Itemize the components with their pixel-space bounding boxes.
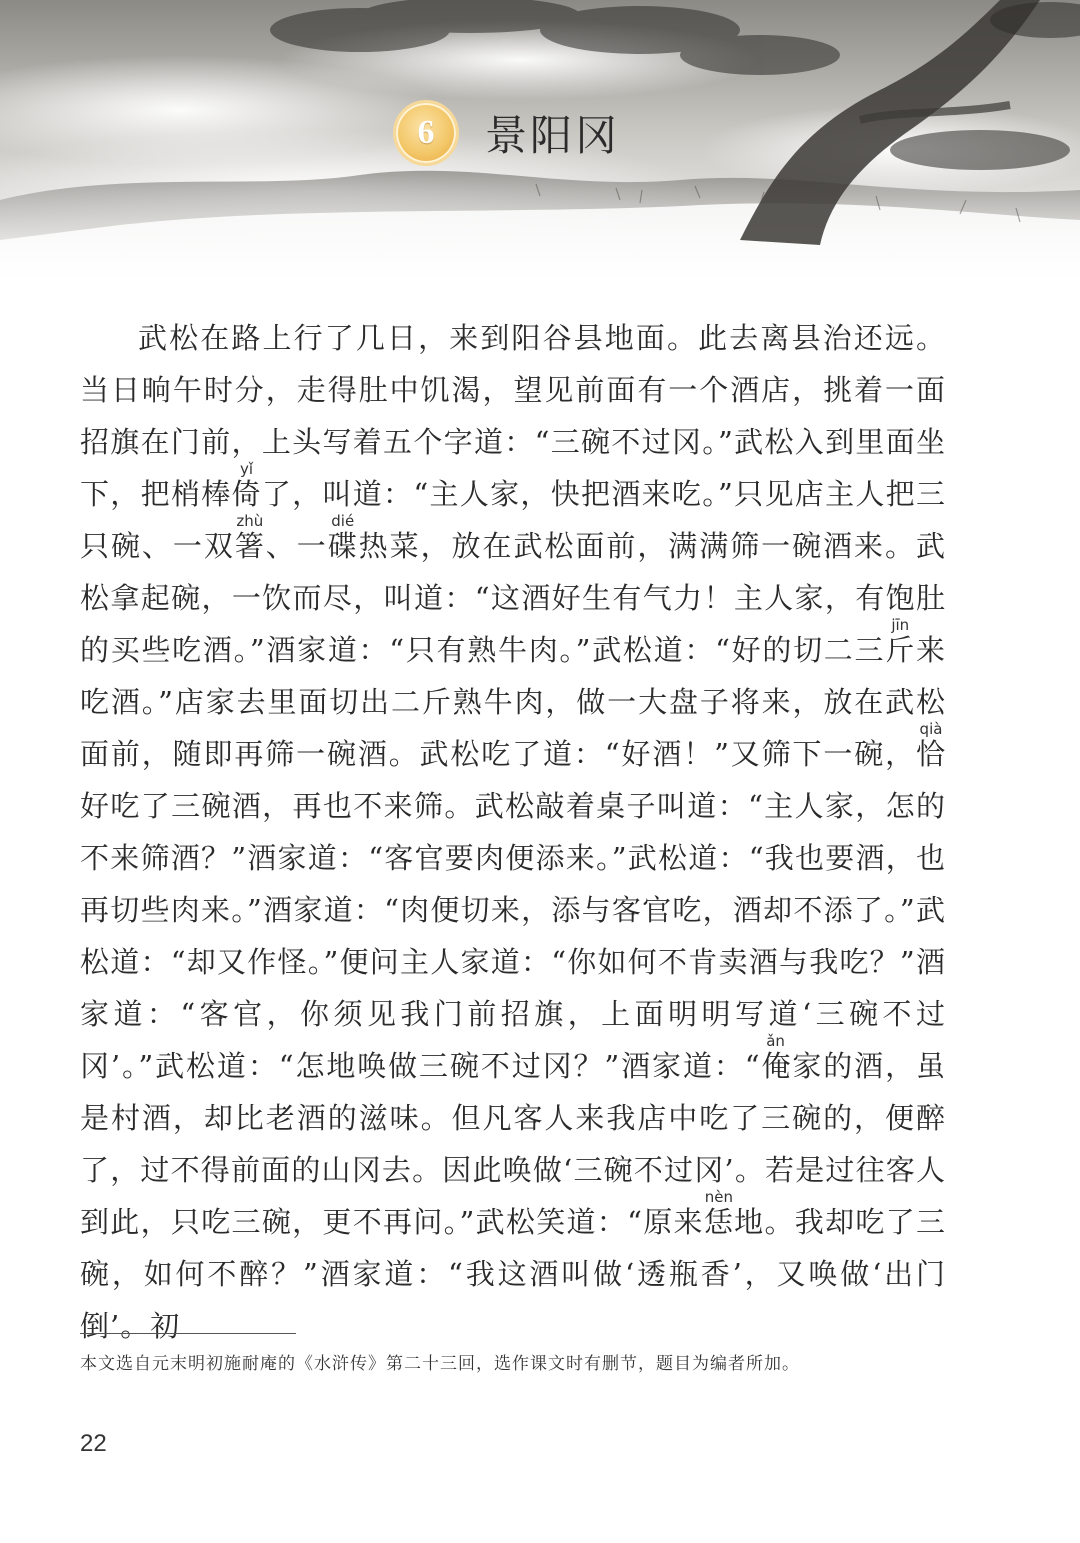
text-run: 家的酒，虽是村酒，却比老酒的滋味。但凡客人来我店中吃了三碗的，便醉了，过不得前面的山冈去。因此唤做‘三碗不过冈’。若是过往客人到此，只吃三碗，更不再问。”武松笑道：“原来 [80,1049,946,1239]
pinyin-annotation: qià [915,720,946,738]
pinyin-annotation: nèn [703,1188,734,1206]
pinyin-annotation: dié [327,512,358,530]
paragraph [80,312,946,1352]
footnote-divider [80,1333,296,1334]
pinyin-annotation: jīn [885,616,916,634]
annotated-character: 箸zhù [234,512,266,563]
lesson-title: 景阳冈 [485,111,621,160]
lesson-number-badge: 6 [393,100,459,166]
text-run: 热菜，放在武松面前，满满筛一碗酒来。武松拿起碗，一饮而尽，叫道：“这酒好生有气力！主人家，有饱肚的买些吃酒。”酒家道：“只有熟牛肉。”武松道：“好的切二三 [80,529,946,667]
footnote: 本文选自元末明初施耐庵的《水浒传》第二十三回，选作课文时有删节，题目为编者所加。 [80,1354,800,1374]
annotated-character: 俺ǎn [760,1032,793,1083]
annotated-character: 碟dié [327,512,359,563]
lesson-heading [393,100,620,166]
text-run: 来吃酒。”店家去里面切出二斤熟牛肉，做一大盘子将来，放在武松面前，随即再筛一碗酒。武松吃了道：“好酒！”又筛下一碗， [80,633,946,771]
pinyin-annotation: ǎn [760,1032,791,1050]
pinyin-annotation: yǐ [231,460,262,478]
text-run: 、一 [265,529,328,563]
annotated-character: 恰qià [915,720,946,771]
page-number: 22 [80,1430,107,1457]
text-run: 好吃了三碗酒，再也不来筛。武松敲着桌子叫道：“主人家，怎的不来筛酒？”酒家道：“客官要肉便添来。”武松道：“我也要酒，也再切些肉来。”酒家道：“肉便切来，添与客官吃，酒却不添了。”武松道：“却又作怪。”便问主人家道：“你如何不肯卖酒与我吃？”酒家道：“客官，你须见我门前招旗，上面明明写道‘三碗不过冈’。”武松道：“怎地唤做三碗不过冈？”酒家道：“ [80,789,946,1083]
text-run: 武松在路上行了几日，来到阳谷县地面。此去离县治还远。当日晌午时分，走得肚中饥渴，望见前面有一个酒店，挑着一面招旗在门前，上头写着五个字道：“三碗不过冈。”武松入到里面坐下，把梢棒 [80,321,946,511]
text-run: 了，叫道：“主人家，快把酒来吃。”只见店主人把三只碗、一双 [80,477,946,563]
text-run: 地。我却吃了三碗，如何不醉？”酒家道：“我这酒叫做‘透瓶香’，又唤做‘出门倒’。初 [80,1205,946,1343]
annotated-character: 恁nèn [703,1188,735,1239]
annotated-character: 倚yǐ [231,460,262,511]
body-text [80,312,946,1352]
annotated-character: 斤jīn [885,616,916,667]
pinyin-annotation: zhù [234,512,265,530]
